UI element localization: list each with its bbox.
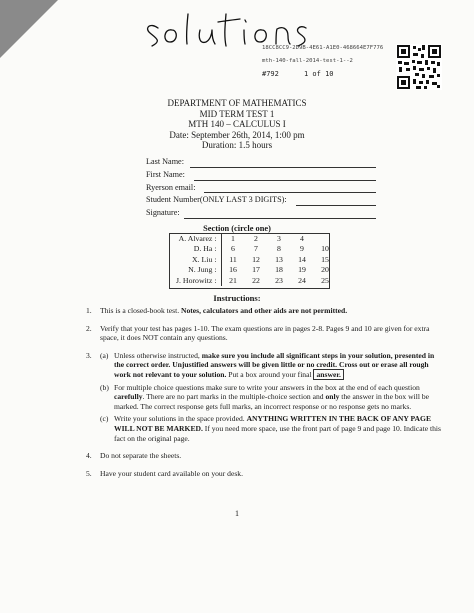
instruction-2 [86,324,446,343]
first-name-label: First Name: [146,169,185,179]
instruction-2-number: 2. [86,323,92,333]
instruction-3c-label: (c) [100,414,109,424]
instruction-4 [86,451,446,461]
instruction-2-text: Verify that your test has pages 1-10. The exam questions are in pages 2-8. Pages 9 and 10 are given for extra space, it does NOT contain any questions. [100,323,430,343]
section-number-option[interactable]: 16 [229,265,237,275]
section-number-option[interactable]: 17 [252,265,260,275]
last-name-line [190,167,376,168]
qr-code-icon [396,44,442,90]
instructor-name: X. Liu : [172,255,221,265]
instruction-3b-bold: carefully [114,392,143,402]
section-number-option[interactable]: 6 [231,244,235,254]
instruction-3b-label: (b) [100,382,109,392]
last-name-field[interactable] [146,157,287,170]
instruction-1-bold: Notes, calculators and other aids are not permitted. [181,306,348,315]
instruction-3a-text-2: Put a box around your final [226,369,314,379]
section-row [172,234,337,244]
instruction-3b [100,383,446,412]
section-row [172,244,337,254]
instructor-name: N. Jung : [172,265,221,275]
section-title: Section (circle one) [203,224,271,233]
section-number-option[interactable]: 4 [300,234,304,243]
section-row [172,276,337,286]
exam-date: Date: September 26th, 2014, 1:00 pm [169,129,305,140]
student-info-fields [146,157,287,221]
signature-line [184,218,376,219]
instruction-3b-text-3: the answer in the box will be marked. The correct response gets full marks, an incorrect response or no response gets no marks. [114,392,430,411]
ryerson-email-field[interactable] [146,183,287,196]
section-row [172,255,337,265]
instructions-title: Instructions: [213,293,261,303]
section-number-option[interactable]: 1 [231,234,235,243]
instruction-1 [86,306,446,316]
instruction-3a-bold: make sure you include all significant steps in your solution, presented in the correct order. Unjustified answers will be given little or no credit. Cross out or erase all rough work not relevant to your solution. [114,350,435,379]
first-name-line [194,180,376,181]
instruction-3-number: 3. [86,350,92,360]
section-number-option[interactable]: 20 [321,265,329,275]
section-row [172,265,337,275]
instruction-5-number: 5. [86,468,92,478]
instruction-3c-text-2: If you need more space, use the front part of page 9 and page 10. Indicate this fact on the original page. [114,423,441,443]
section-number-option [314,234,337,244]
section-number-option[interactable]: 8 [277,244,281,254]
scan-page-count: 1 of 10 [304,70,334,78]
student-number-line [296,205,376,206]
ryerson-email-label: Ryerson email: [146,182,196,192]
instructor-name: D. Ha : [172,244,221,254]
instruction-3a-text: Unless otherwise instructed, [114,350,202,360]
section-number-option[interactable]: 22 [252,275,260,285]
instruction-3a [100,351,446,380]
instruction-3 [86,351,446,443]
scan-meta [262,44,384,78]
section-number-option[interactable]: 3 [277,234,281,243]
signature-label: Signature: [146,208,180,218]
instruction-3c [100,414,446,443]
section-number-option[interactable]: 25 [321,275,329,285]
instruction-3b-text: For multiple choice questions make sure to write your answers in the box at the end of each question [114,382,420,392]
student-number-field[interactable] [146,195,287,208]
section-number-option[interactable]: 9 [300,244,304,254]
section-number-option[interactable]: 11 [229,254,237,264]
instructor-name: J. Horowitz : [172,276,221,286]
exam-header [0,98,474,151]
boxed-answer-word: answer. [313,369,343,380]
page-number: 1 [235,509,239,518]
section-number-option[interactable]: 2 [254,234,258,243]
section-number-option[interactable]: 24 [298,275,306,285]
instruction-4-text: Do not separate the sheets. [100,451,182,461]
section-number-option[interactable]: 10 [321,244,329,254]
section-number-option[interactable]: 7 [254,244,258,254]
section-number-option[interactable]: 19 [298,265,306,275]
signature-field[interactable] [146,208,287,221]
instruction-1-text: This is a closed-book test. [100,306,181,315]
instruction-5 [86,469,446,479]
section-number-option[interactable]: 14 [298,254,306,264]
instructions-list [86,306,446,486]
section-number-option[interactable]: 21 [229,275,237,285]
section-number-option[interactable]: 15 [321,254,329,264]
instruction-1-number: 1. [86,306,92,315]
instruction-3a-label: (a) [100,350,109,360]
instruction-4-number: 4. [86,451,92,461]
section-number-option[interactable]: 23 [275,275,283,285]
first-name-field[interactable] [146,170,287,183]
scan-number: #792 [262,70,279,78]
scan-corner-fold [0,0,58,58]
department-heading: DEPARTMENT OF MATHEMATICS [167,98,307,108]
section-number-option[interactable]: 13 [275,254,283,264]
instruction-3b-text-2: . There are no part marks in the multiple-choice section and [142,392,326,402]
student-number-label: Student Number(ONLY LAST 3 DIGITS): [146,195,287,205]
instruction-3b-bold-2: only [325,392,340,402]
last-name-label: Last Name: [146,157,184,166]
test-title: MID TERM TEST 1 [199,108,275,119]
section-number-option[interactable]: 18 [275,265,283,275]
instruction-3c-bold: ANYTHING WRITTEN IN THE BACK OF ANY PAGE WILL NOT BE MARKED. [114,414,432,433]
instructor-name: A. Alvarez : [172,234,221,244]
scan-filename: mth-140-fall-2014-test-1--2 [262,58,353,64]
instruction-5-text: Have your student card available on your desk. [100,468,243,478]
scan-code: 18CC8CC9-2D9B-4E61-A1E0-468664E7F776 [262,45,384,51]
instruction-3c-text: Write your solutions in the space provided. [114,414,247,424]
exam-duration: Duration: 1.5 hours [201,140,273,150]
course-title: MTH 140 – CALCULUS I [188,119,286,129]
section-table [172,234,337,286]
ryerson-email-line [204,192,376,193]
section-number-option[interactable]: 12 [252,254,260,264]
